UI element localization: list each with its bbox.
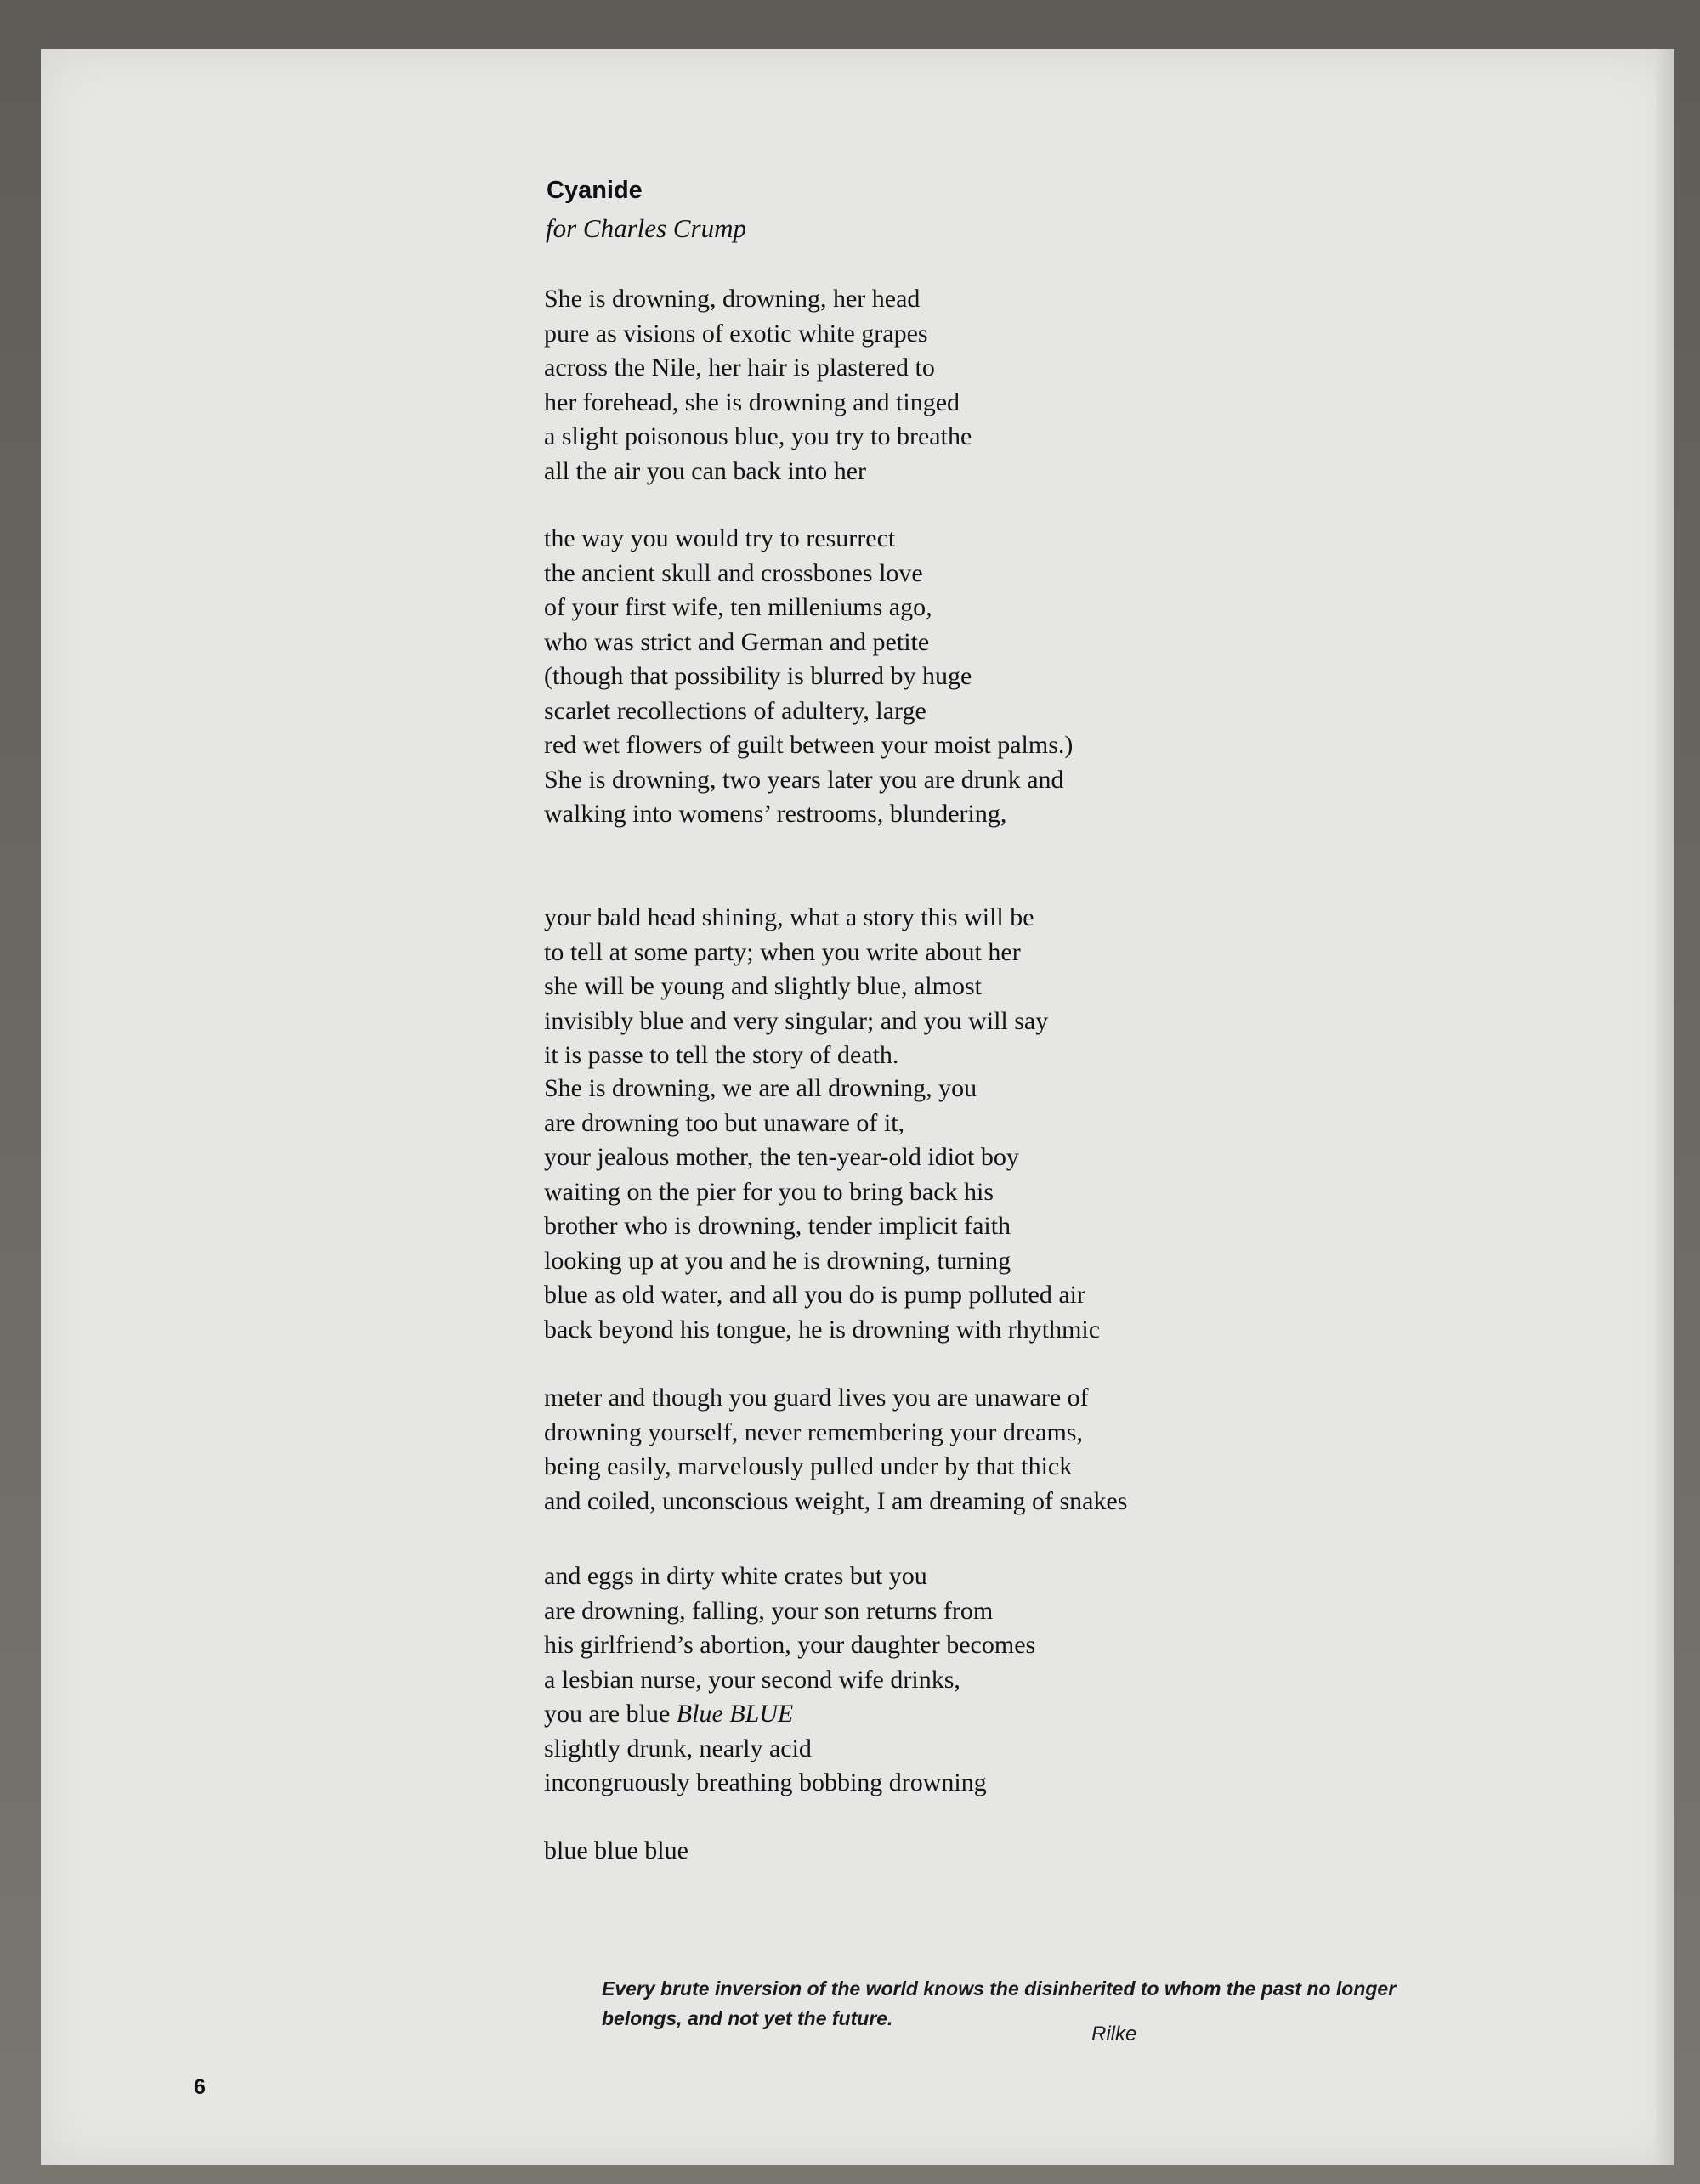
poem-line: are drowning too but unaware of it,: [544, 1108, 905, 1137]
poem-line: it is passe to tell the story of death.: [544, 1041, 899, 1069]
poem-line: back beyond his tongue, he is drowning with rhythmic: [544, 1315, 1101, 1344]
poem-line-blue: [544, 1697, 1035, 1732]
poem-line: pure as visions of exotic white grapes: [544, 319, 928, 348]
poem-line: She is drowning, drowning, her head: [544, 285, 921, 313]
poem-line: to tell at some party; when you write about her: [544, 937, 1021, 966]
poem-line: (though that possibility is blurred by huge: [544, 662, 972, 690]
epigraph-attribution: Rilke: [1091, 2023, 1137, 2045]
poem-line: are drowning, falling, your son returns from: [544, 1596, 994, 1625]
poem-line: and coiled, unconscious weight, I am dreaming of snakes: [544, 1486, 1128, 1515]
stanza-6: [544, 1559, 1035, 1801]
poem-line: being easily, marvelously pulled under by that thick: [544, 1452, 1073, 1480]
book-page: [41, 49, 1674, 2165]
poem-line: her forehead, she is drowning and tinged: [544, 388, 960, 416]
epigraph-line: Every brute inversion of the world knows the disinherited to whom the past no longer: [602, 1977, 1397, 2000]
poem-line: your bald head shining, what a story this will be: [544, 903, 1034, 931]
poem-line: the way you would try to resurrect: [544, 524, 896, 552]
stanza-3: [544, 901, 1048, 1073]
poem-line: a slight poisonous blue, you try to breathe: [544, 422, 972, 450]
poem-line: drowning yourself, never remembering your dreams,: [544, 1417, 1083, 1446]
poem-line: she will be young and slightly blue, almost: [544, 972, 982, 1000]
poem-line: the ancient skull and crossbones love: [544, 558, 923, 587]
poem-line: who was strict and German and petite: [544, 627, 930, 656]
stanza-4: [544, 1072, 1100, 1347]
poem-line: meter and though you guard lives you are unaware of: [544, 1383, 1089, 1412]
stanza-1: [544, 282, 972, 489]
poem-line: walking into womens’ restrooms, blundering,: [544, 800, 1007, 828]
blue-line-italic: Blue BLUE: [676, 1700, 794, 1728]
poem-line: looking up at you and he is drowning, turning: [544, 1246, 1012, 1275]
poem-line: waiting on the pier for you to bring back his: [544, 1177, 994, 1206]
poem-line: his girlfriend’s abortion, your daughter becomes: [544, 1631, 1036, 1659]
poem-line: slightly drunk, nearly acid: [544, 1734, 812, 1762]
poem-line: red wet flowers of guilt between your moist palms.): [544, 731, 1074, 759]
poem-line: scarlet recollections of adultery, large: [544, 696, 926, 725]
poem-line: of your first wife, ten milleniums ago,: [544, 593, 932, 621]
poem-line: across the Nile, her hair is plastered to: [544, 354, 935, 382]
poem-line: and eggs in dirty white crates but you: [544, 1562, 927, 1590]
stanza-7: [544, 1834, 688, 1869]
page-edge: [1656, 49, 1674, 2165]
poem-line: She is drowning, we are all drowning, you: [544, 1074, 978, 1102]
poem-line: incongruously breathing bobbing drowning: [544, 1768, 987, 1796]
poem-line: blue blue blue: [544, 1836, 688, 1864]
stanza-5: [544, 1381, 1127, 1519]
poem-line: a lesbian nurse, your second wife drinks,: [544, 1665, 960, 1694]
poem-dedication: for Charles Crump: [546, 213, 746, 243]
page-number: 6: [194, 2075, 206, 2099]
poem-line: invisibly blue and very singular; and you will say: [544, 1006, 1049, 1035]
blue-line-prefix: you are blue: [544, 1700, 677, 1728]
poem-line: brother who is drowning, tender implicit faith: [544, 1212, 1012, 1240]
epigraph-line: belongs, and not yet the future.: [602, 2007, 893, 2029]
poem-line: blue as old water, and all you do is pump polluted air: [544, 1281, 1086, 1309]
poem-title: Cyanide: [547, 177, 643, 204]
poem-line: all the air you can back into her: [544, 456, 867, 485]
poem-line: She is drowning, two years later you are drunk and: [544, 765, 1064, 794]
stanza-2: [544, 522, 1073, 832]
poem-line: your jealous mother, the ten-year-old idiot boy: [544, 1143, 1019, 1171]
